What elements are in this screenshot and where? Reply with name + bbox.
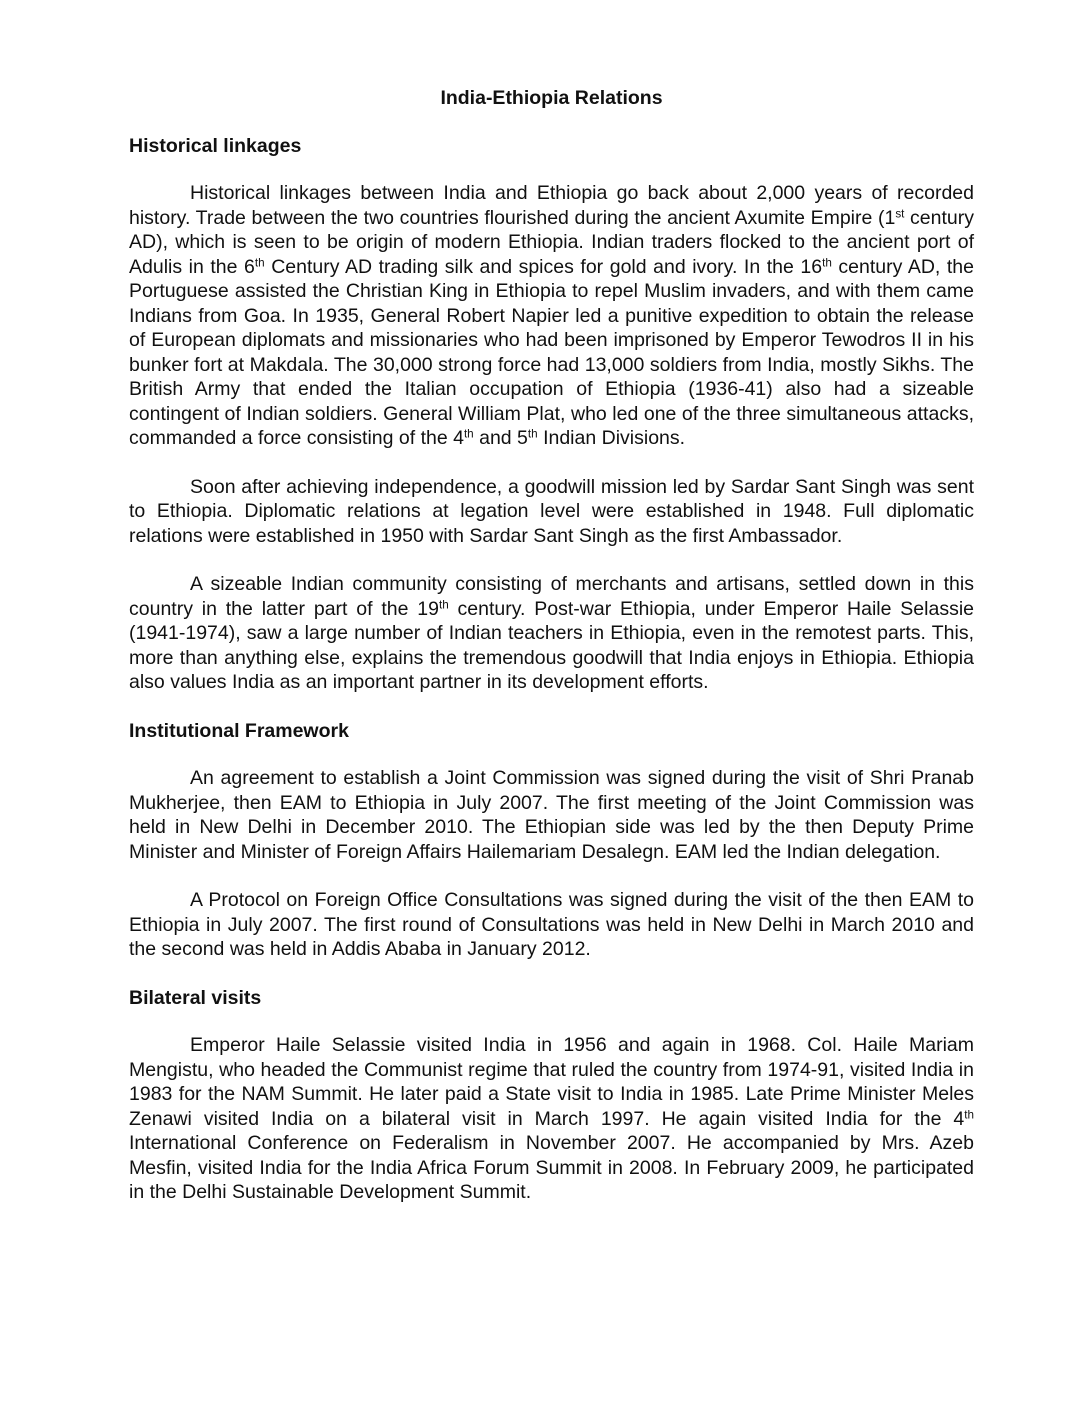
section-heading: Bilateral visits (129, 986, 262, 1009)
section-heading: Historical linkages (129, 134, 302, 157)
text-run: An agreement to establish a Joint Commission was signed during the visit of Shri Pranab Mukherjee, then EAM to Ethiopia in July 2007. The first meeting of the Joint Commission was held in New Delhi in December 2010. The Ethiopian side was led by the then Deputy Prime Minister and Minister of Foreign Affairs Hailemariam Desalegn. EAM led the Indian delegation. (129, 767, 974, 863)
document-body (129, 134, 974, 1205)
text-run: A Protocol on Foreign Office Consultations was signed during the visit of the then EAM to Ethiopia in July 2007. The first round of Consultations was held in New Delhi in March 2010 and the second was held in Addis Ababa in January 2012. (129, 889, 974, 960)
text-run: Soon after achieving independence, a goodwill mission led by Sardar Sant Singh was sent to Ethiopia. Diplomatic relations at legation level were established in 1948. Full diplomatic relations were established in 1950 with Sardar Sant Singh as the first Ambassador. (129, 475, 974, 547)
body-paragraph (129, 475, 974, 549)
ordinal-superscript: th (254, 256, 265, 270)
ordinal-superscript: st (895, 207, 905, 221)
text-run: Historical linkages between India and Ethiopia go back about 2,000 years of recorded history. Trade between the two countries flourished during the ancient Axumite Empire (1 (129, 182, 974, 229)
text-run: century AD), which is seen to be origin of modern Ethiopia. Indian traders flocked to the ancient port of Adulis in the 6 (129, 206, 974, 278)
document-page (129, 86, 974, 1229)
section-heading: Institutional Framework (129, 719, 349, 742)
text-run: century. Post-war Ethiopia, under Emperor Haile Selassie (1941-1974), saw a large number of Indian teachers in Ethiopia, even in the remotest parts. This, more than anything else, explains the tremendous goodwill that India enjoys in Ethiopia. Ethiopia also values India as an important partner in its development efforts. (129, 597, 974, 693)
text-run: and 5 (473, 427, 528, 449)
text-run: A sizeable Indian community consisting of merchants and artisans, settled down in this country in the latter part of the 19 (129, 573, 974, 620)
body-paragraph (129, 766, 974, 864)
body-paragraph (129, 572, 974, 695)
text-run: Emperor Haile Selassie visited India in 1956 and again in 1968. Col. Haile Mariam Mengistu, who headed the Communist regime that ruled the country from 1974-91, visited India in 1983 for the NAM Summit. He later paid a State visit to India in 1985. Late Prime Minister Meles Zenawi visited India on a bilateral visit in March 1997. He again visited India for the 4 (129, 1034, 974, 1130)
document-title: India-Ethiopia Relations (440, 87, 663, 109)
text-run: Century AD trading silk and spices for gold and ivory. In the 16 (264, 255, 823, 278)
ordinal-superscript: th (438, 598, 449, 612)
body-paragraph (129, 1033, 974, 1205)
ordinal-superscript: th (822, 256, 832, 270)
text-run: century AD, the Portuguese assisted the Christian King in Ethiopia to repel Muslim invaders, and with them came Indians from Goa. In 1935, General Robert Napier led a punitive expedition to obtain the release of European diplomats and missionaries who had been imprisoned by Emperor Tewodros II in his bunker fort at Makdala. The 30,000 strong force had 13,000 soldiers from India, mostly Sikhs. The British Army that ended the Italian occupation of Ethiopia (1936-41) also had a sizeable contingent of Indian soldiers. General William Plat, who led one of the three simultaneous attacks, commanded a force consisting of the 4 (129, 255, 974, 449)
body-paragraph (129, 888, 974, 962)
ordinal-superscript: th (463, 427, 474, 441)
text-run: International Conference on Federalism in November 2007. He accompanied by Mrs. Azeb Mesfin, visited India for the India Africa Forum Summit in 2008. In February 2009, he participated in the Delhi Sustainable Development Summit. (129, 1132, 974, 1203)
ordinal-superscript: th (964, 1108, 974, 1122)
body-paragraph (129, 181, 974, 451)
text-run: Indian Divisions. (537, 427, 686, 449)
ordinal-superscript: th (527, 427, 538, 441)
